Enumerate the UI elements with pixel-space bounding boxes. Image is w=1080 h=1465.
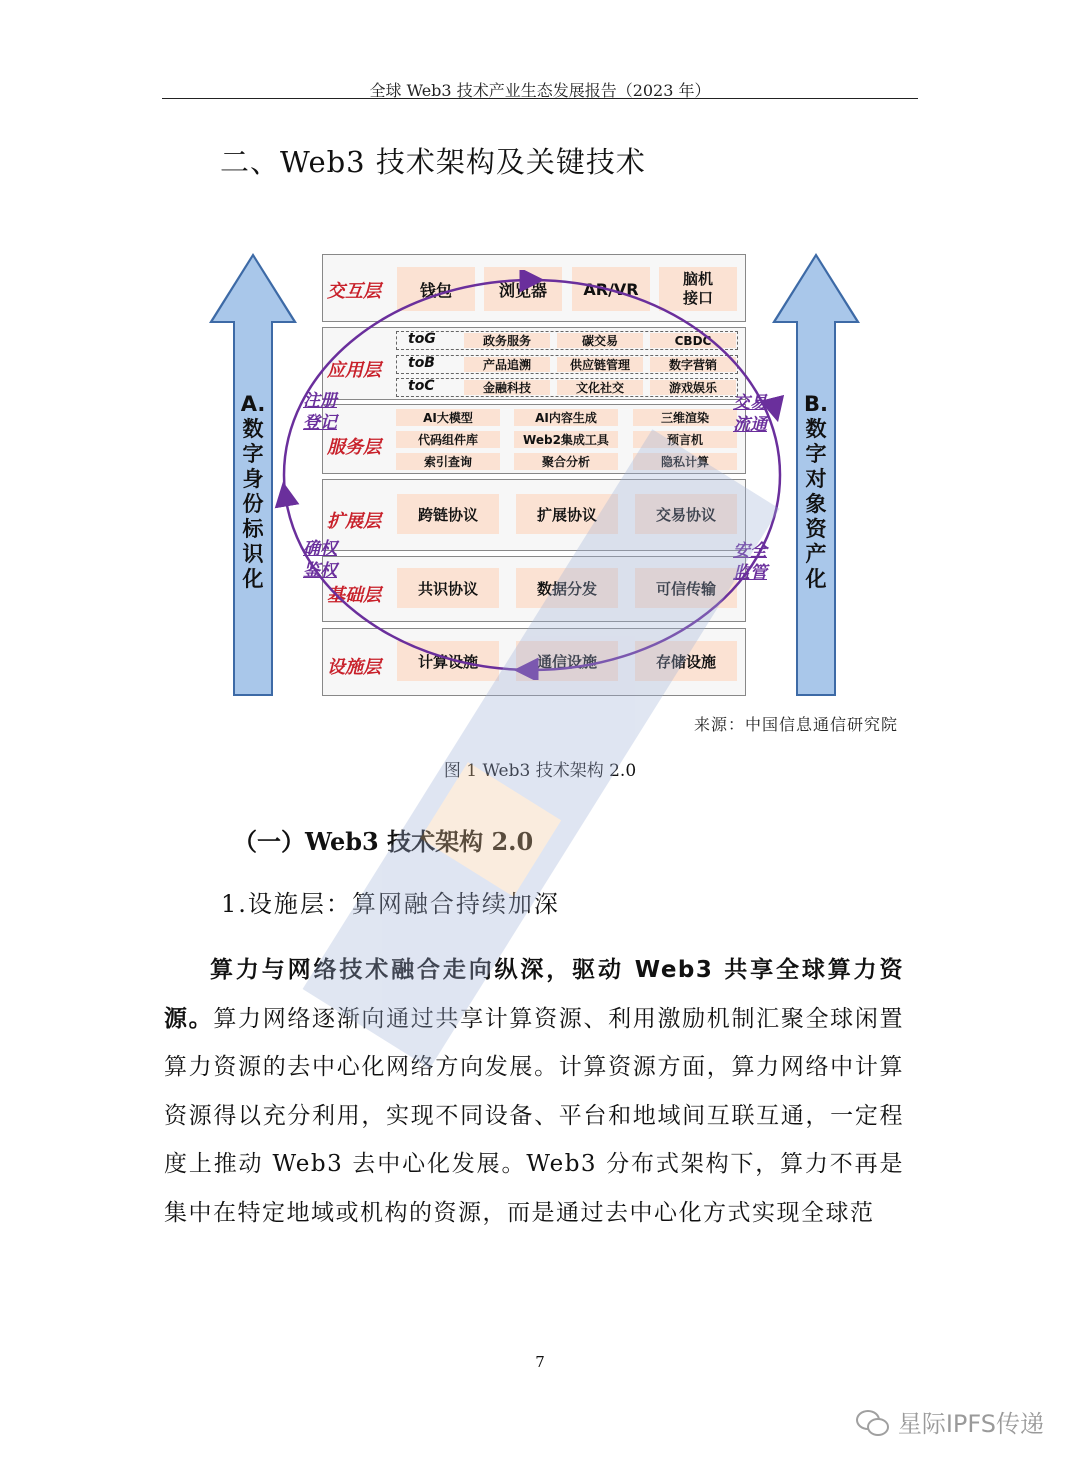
cell-privacy-compute: 隐私计算 [633, 453, 737, 470]
cell-scaling: 扩展协议 [516, 494, 618, 534]
cell-cross-chain: 跨链协议 [397, 494, 499, 534]
section-title: 二、Web3 技术架构及关键技术 [220, 145, 646, 179]
cell-ar-vr: AR/VR [572, 267, 650, 311]
paragraph-body: 算力网络逐渐向通过共享计算资源、利用激励机制汇聚全球闲置算力资源的去中心化网络方向发展。计算资源方面，算力网络中计算资源得以充分利用，实现不同设备、平台和地域间互联互通，一定程度上推动 Web3 去中心化发展。Web3 分布式架构下，算力不再是集中在特定地域或机构的资源，而是通过去中心化方式实现全球范 [164, 1005, 905, 1226]
cell-aigc: AI内容生成 [514, 409, 618, 426]
cell-trusted-transfer: 可信传输 [635, 568, 737, 608]
tag-trade: 交易 流通 [733, 393, 767, 435]
cell-supply-chain: 供应链管理 [557, 357, 643, 372]
header-rule [162, 98, 918, 99]
running-header: 全球 Web3 技术产业生态发展报告（2023 年） [369, 81, 711, 100]
cell-digital-marketing: 数字营销 [650, 357, 736, 372]
cell-consensus: 共识协议 [397, 568, 499, 608]
cell-gaming: 游戏娱乐 [650, 380, 736, 395]
cell-cbdc: CBDC [650, 333, 736, 348]
row-tag-tob: toB [408, 355, 435, 371]
cell-wallet: 钱包 [397, 267, 475, 311]
row-tag-toc: toC [408, 378, 435, 394]
cell-comm-infra: 通信设施 [516, 641, 618, 681]
cell-browser: 浏览器 [484, 267, 562, 311]
page-number: 7 [535, 1353, 545, 1371]
wechat-icon [856, 1408, 890, 1436]
cell-3d-render: 三维渲染 [633, 409, 737, 426]
subsection-heading: （一）Web3 技术架构 2.0 [233, 827, 534, 856]
figure-source: 来源：中国信息通信研究院 [693, 715, 898, 734]
cell-gov-service: 政务服务 [464, 333, 550, 348]
footer-brand [856, 1404, 1044, 1439]
cell-carbon-trade: 碳交易 [557, 333, 643, 348]
cell-traceability: 产品追溯 [464, 357, 550, 372]
layer-label: 服务层 [327, 437, 381, 458]
cell-trade-protocol: 交易协议 [635, 494, 737, 534]
layer-label: 基础层 [327, 585, 381, 606]
cell-compute-infra: 计算设施 [397, 641, 499, 681]
cell-aggregation: 聚合分析 [514, 453, 618, 470]
cell-oracle: 预言机 [633, 431, 737, 448]
cell-code-lib: 代码组件库 [396, 431, 500, 448]
cell-index-query: 索引查询 [396, 453, 500, 470]
cell-ai-model: AI大模型 [396, 409, 500, 426]
cell-fintech: 金融科技 [464, 380, 550, 395]
row-tag-tog: toG [408, 331, 436, 347]
footer-brand-text: 星际IPFS传递 [897, 1410, 1044, 1438]
lifecycle-loop [270, 270, 790, 680]
layer-label: 交互层 [327, 281, 381, 302]
left-arrow-label: A. 数 字 身 份 标 识 化 [240, 392, 266, 591]
cell-web2-tools: Web2集成工具 [514, 431, 618, 448]
paragraph-lead: 算力与网络技术融合走向纵深，驱动 Web3 共享全球算力资源。 [164, 957, 904, 1032]
cell-data-distribution: 数据分发 [516, 568, 618, 608]
right-arrow-label: B. 数 字 对 象 资 产 化 [804, 392, 828, 591]
layer-label: 应用层 [327, 360, 381, 381]
cell-bci: 脑机接口 [659, 267, 737, 311]
tag-register: 注册 登记 [303, 391, 337, 433]
body-paragraph [164, 946, 904, 1238]
tag-security: 安全 监管 [733, 541, 767, 583]
subsubsection-heading: 1.设施层：算网融合持续加深 [221, 890, 560, 918]
figure-caption: 图 1 Web3 技术架构 2.0 [443, 761, 637, 781]
tag-confirm: 确权 鉴权 [303, 539, 337, 581]
layer-label: 设施层 [327, 657, 381, 678]
layer-label: 扩展层 [327, 511, 381, 532]
cell-culture-social: 文化社交 [557, 380, 643, 395]
cell-storage-infra: 存储设施 [635, 641, 737, 681]
